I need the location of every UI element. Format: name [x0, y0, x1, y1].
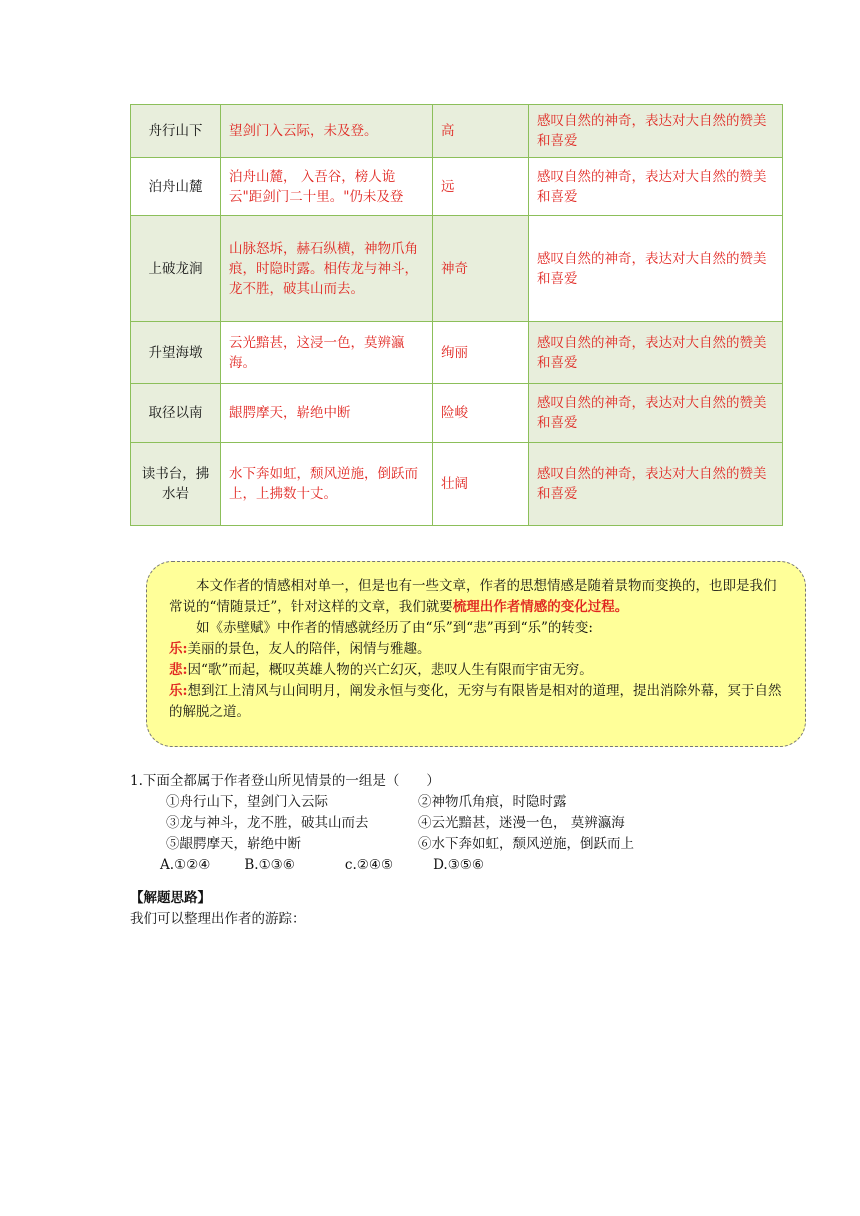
feature-cell: 神奇: [433, 216, 529, 322]
feeling-cell: 感叹自然的神奇，表达对大自然的赞美和喜爱: [529, 158, 783, 216]
emotion-item: [169, 639, 783, 660]
table-row: [131, 105, 783, 158]
option-row: [130, 834, 810, 855]
answer-choice-d: D.③⑤⑥: [433, 857, 485, 873]
place-cell: 升望海墩: [131, 322, 221, 384]
table-row: [131, 443, 783, 526]
callout-example: 如《赤壁赋》中作者的情感就经历了由“乐”到“悲”再到“乐”的转变:: [196, 620, 593, 636]
feeling-cell: 感叹自然的神奇，表达对大自然的赞美和喜爱: [529, 443, 783, 526]
emotion-label: 悲:: [169, 662, 188, 678]
place-cell: 舟行山下: [131, 105, 221, 158]
place-cell: 读书台，拂水岩: [131, 443, 221, 526]
scene-cell: 云光黯甚，这浸一色，莫辨瀛海。: [221, 322, 433, 384]
option-row: [130, 813, 810, 834]
feeling-cell: 感叹自然的神奇，表达对大自然的赞美和喜爱: [529, 105, 783, 158]
emotion-text: 因“歌”而起，概叹英雄人物的兴亡幻灭，悲叹人生有限而宇宙无穷。: [187, 662, 593, 678]
emotion-label: 乐:: [169, 641, 188, 657]
callout-highlight: 梳理出作者情感的变化过程。: [452, 599, 629, 615]
emotion-label: 乐:: [169, 683, 188, 699]
option-row: [130, 792, 810, 813]
feeling-cell: 感叹自然的神奇，表达对大自然的赞美和喜爱: [529, 322, 783, 384]
scene-cell: 泊舟山麓， 入吾谷，榜人诡云"距剑门二十里。"仍未及登: [221, 158, 433, 216]
scene-cell: 望剑门入云际，未及登。: [221, 105, 433, 158]
option-item: ⑤龈腭摩天，崭绝中断: [166, 836, 301, 852]
answer-choice-b: B.①③⑥: [244, 857, 295, 873]
solution-text: 我们可以整理出作者的游踪：: [130, 911, 306, 927]
option-item: ②神物爪角痕，时隐时露: [418, 794, 567, 810]
answer-choices: [130, 855, 810, 876]
place-cell: 取径以南: [131, 384, 221, 443]
table-row: [131, 216, 783, 322]
option-item: ③龙与神斗，龙不胜，破其山而去: [166, 815, 369, 831]
question-block: [130, 771, 810, 876]
callout-intro: [169, 576, 783, 618]
option-item: ①舟行山下，望剑门入云际: [166, 794, 328, 810]
feature-cell: 险峻: [433, 384, 529, 443]
scenery-table: [130, 104, 783, 526]
place-cell: 上破龙涧: [131, 216, 221, 322]
emotion-text: 想到江上清风与山间明月，阐发永恒与变化，无穷与有限皆是相对的道理，提出消除外幕，冥于自然的解脱之道。: [169, 683, 782, 720]
feature-cell: 壮阔: [433, 443, 529, 526]
emotion-text: 美丽的景色，友人的陪伴，闲情与雅趣。: [187, 641, 431, 657]
callout-intro-text: 本文作者的情感相对单一，但是也有一些文章，作者的思想情感是随着景物而变换的，也即是我们常说的“情随景迁”，针对这样的文章，我们就要: [169, 578, 777, 615]
table-row: [131, 322, 783, 384]
solution-title: 【解题思路】: [130, 890, 211, 906]
question-stem: 1.下面全都属于作者登山所见情景的一组是（ ）: [130, 773, 440, 789]
place-cell: 泊舟山麓: [131, 158, 221, 216]
table-row: [131, 384, 783, 443]
solution-block: [130, 888, 306, 930]
emotion-item: [169, 681, 783, 723]
feeling-cell: 感叹自然的神奇，表达对大自然的赞美和喜爱: [529, 216, 783, 322]
scene-cell: 水下奔如虹，颓风逆施，倒跃而上，上拂数十丈。: [221, 443, 433, 526]
option-item: ⑥水下奔如虹，颓风逆施，倒跃而上: [418, 836, 634, 852]
scene-cell: 山脉怒坼，赫石纵横，神物爪角痕，时隐时露。相传龙与神斗，龙不胜，破其山而去。: [221, 216, 433, 322]
feature-cell: 高: [433, 105, 529, 158]
emotion-item: [169, 660, 783, 681]
feeling-cell: 感叹自然的神奇，表达对大自然的赞美和喜爱: [529, 384, 783, 443]
emotion-callout: [146, 561, 806, 747]
option-item: ④云光黯甚，迷漫一色， 莫辨瀛海: [418, 815, 625, 831]
answer-choice-a: A.①②④: [160, 857, 211, 873]
table-row: [131, 158, 783, 216]
feature-cell: 绚丽: [433, 322, 529, 384]
feature-cell: 远: [433, 158, 529, 216]
answer-choice-c: c.②④⑤: [344, 857, 394, 873]
scene-cell: 龈腭摩天，崭绝中断: [221, 384, 433, 443]
